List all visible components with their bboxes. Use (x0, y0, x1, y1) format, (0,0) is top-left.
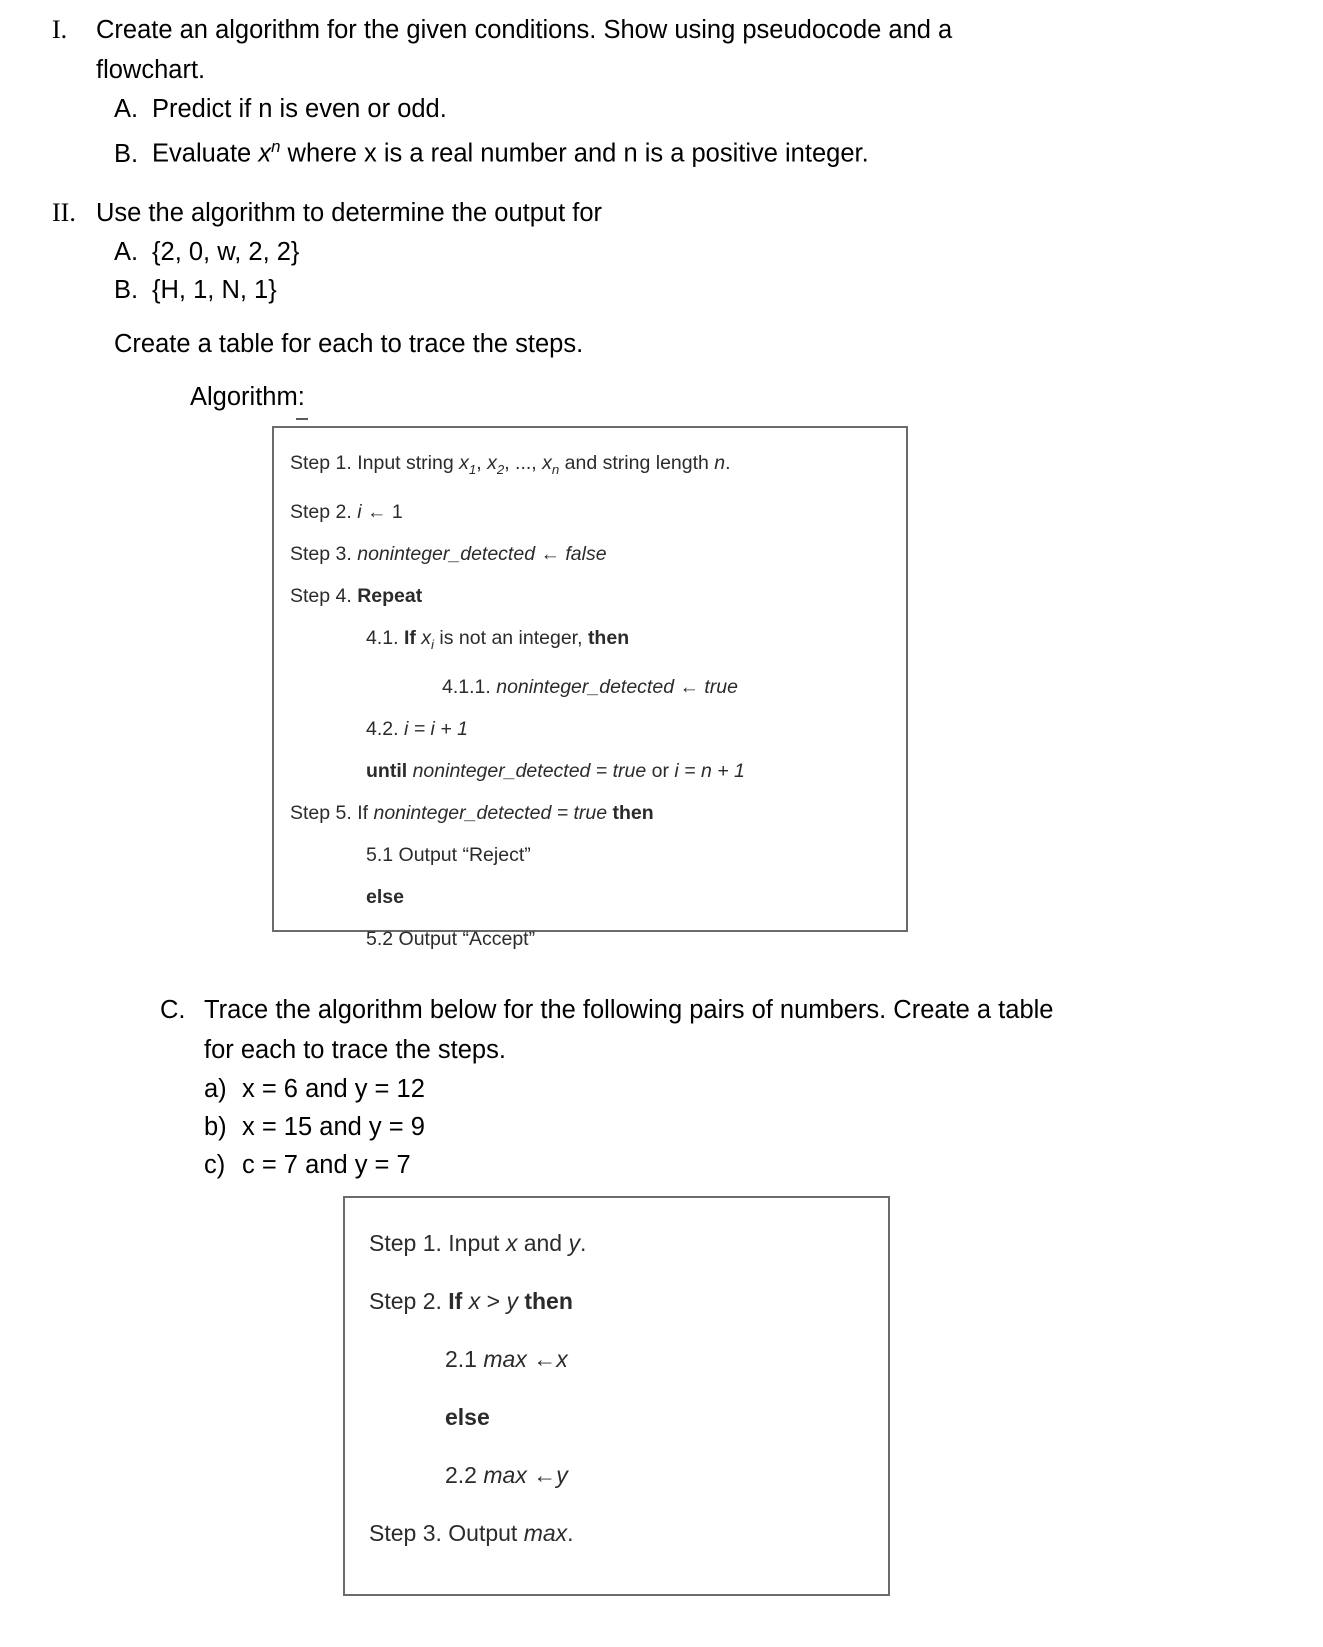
pseudocode-token: or (646, 759, 675, 782)
list-item (204, 1108, 1204, 1146)
pseudocode-token: n (551, 461, 560, 477)
sub-item-letter: B. (114, 276, 139, 304)
section-2-body (96, 193, 1126, 363)
pseudocode-token: noninteger_detected (496, 675, 675, 698)
pseudocode-token: i = n + 1 (674, 759, 745, 782)
spacer (96, 309, 1126, 325)
pseudocode-token: Step 3. (290, 542, 358, 565)
question-section-2 (0, 193, 1230, 363)
sub-item-letter: a) (204, 1075, 227, 1103)
pseudocode-line (290, 533, 906, 575)
pseudocode-token: , ..., (504, 452, 543, 474)
pseudocode-line (290, 575, 906, 617)
pseudocode-line (369, 1504, 888, 1562)
pseudocode-token: and (517, 1230, 569, 1256)
pseudocode-token: y (568, 1230, 580, 1256)
pseudocode-token: 4.1. (366, 626, 404, 649)
list-item (96, 128, 1126, 173)
sub-item-letter: c) (204, 1151, 226, 1179)
section-2-sub-list (96, 233, 1126, 309)
sub-item-letter: B. (114, 139, 139, 168)
sub-item-text-pre: Evaluate (152, 139, 259, 168)
pseudocode-token: . (579, 1230, 587, 1256)
pseudocode-token: then (612, 801, 654, 824)
pseudocode-line (290, 750, 906, 792)
pseudocode-token: noninteger_detected (357, 542, 536, 565)
pseudocode-token: y (556, 1462, 568, 1488)
sub-item-text: x = 15 and y = 9 (242, 1113, 425, 1141)
pseudocode-token: y (506, 1288, 518, 1314)
section-c-lead-line-2: for each to trace the steps. (204, 1036, 506, 1064)
pseudocode-box-1 (272, 426, 908, 950)
sub-item-text: Predict if n is even or odd. (152, 95, 447, 123)
pseudocode-token: i = i + 1 (403, 717, 468, 740)
pseudocode-token: ← (526, 1462, 557, 1488)
pseudocode-line (290, 834, 906, 876)
pseudocode-line (290, 708, 906, 750)
sub-item-letter: b) (204, 1113, 227, 1141)
pseudocode-token: and string length (559, 452, 715, 474)
list-item (96, 90, 1126, 128)
section-c-sub-list (204, 1070, 1204, 1184)
pseudocode-token: noninteger_detected = true (412, 759, 647, 782)
pseudocode-token: Repeat (357, 584, 423, 607)
sub-item-text: {H, 1, N, 1} (152, 276, 277, 304)
pseudocode-token: 5.1 Output “Reject” (366, 843, 531, 866)
section-1-numeral: I. (52, 15, 68, 44)
pseudocode-token: is not an integer, (434, 626, 588, 649)
pseudocode-token: Step 3. Output (369, 1520, 524, 1546)
pseudocode-token: If (403, 626, 416, 649)
pseudocode-token: ← (526, 1346, 557, 1372)
pseudocode-token: then (587, 626, 630, 649)
pseudocode-line (290, 918, 906, 960)
pseudocode-token: i (357, 500, 362, 523)
pseudocode-token: then (524, 1288, 573, 1314)
pseudocode-token: max (483, 1346, 527, 1372)
pseudocode-token: 4.2. (366, 717, 404, 740)
section-1-lead-line-1: Create an algorithm for the given conditions. Show using pseudocode and a (96, 16, 953, 44)
pseudocode-line (290, 792, 906, 834)
pseudocode-token: x (542, 452, 552, 474)
sub-item-letter: A. (114, 95, 139, 123)
pseudocode-line (369, 1272, 888, 1330)
pseudocode-token: false (565, 542, 607, 565)
pseudocode-token: max (483, 1462, 527, 1488)
pseudocode-token: > (480, 1288, 507, 1314)
section-2-note: Create a table for each to trace the steps. (114, 330, 584, 358)
pseudocode-token: x (468, 1288, 481, 1314)
pseudocode-token: Step 2. (369, 1288, 449, 1314)
pseudocode-token: x (487, 452, 497, 474)
section-c-body (204, 990, 1204, 1184)
list-item (96, 233, 1126, 271)
pseudocode-line (369, 1214, 888, 1272)
pseudocode-token: . (567, 1520, 574, 1546)
math-exponent: n (271, 137, 281, 156)
sub-item-text: c = 7 and y = 7 (242, 1151, 411, 1179)
pseudocode-token: noninteger_detected = true (373, 801, 608, 824)
pseudocode-token: 5.2 Output “Accept” (366, 927, 536, 950)
pseudocode-line (290, 617, 906, 666)
pseudocode-token: ← (535, 542, 566, 565)
pseudocode-token: Step 1. Input (369, 1230, 506, 1256)
pseudocode-token: 2.1 (445, 1346, 484, 1372)
question-section-c (0, 990, 1230, 1184)
list-item (204, 1070, 1204, 1108)
section-2-numeral: II. (52, 198, 76, 227)
pseudocode-token: 2.2 (445, 1462, 484, 1488)
pseudocode-token: i (431, 636, 434, 652)
pseudocode-box-1-lines (290, 442, 906, 960)
pseudocode-line (290, 491, 906, 533)
pseudocode-token: ← (674, 675, 705, 698)
sub-item-text: x = 6 and y = 12 (242, 1075, 425, 1103)
pseudocode-token: If (448, 1288, 463, 1314)
pseudocode-line (369, 1388, 888, 1446)
pseudocode-token: Step 1. Input string (290, 452, 460, 474)
pseudocode-token: else (445, 1404, 490, 1430)
pseudocode-box-2-lines (369, 1214, 888, 1562)
sub-item-letter: A. (114, 238, 139, 266)
pseudocode-token: n (714, 452, 726, 474)
pseudocode-token: Step 4. (290, 584, 358, 607)
section-1-lead-line-2: flowchart. (96, 56, 206, 84)
list-item (96, 271, 1126, 309)
pseudocode-line (290, 442, 906, 491)
pseudocode-token: 2 (496, 461, 505, 477)
pseudocode-line (290, 876, 906, 918)
pseudocode-token: x (505, 1230, 518, 1256)
pseudocode-token: 4.1.1. (442, 675, 497, 698)
pseudocode-token: max (523, 1520, 568, 1546)
math-base: x (258, 139, 272, 168)
pseudocode-line (369, 1330, 888, 1388)
pseudocode-token: until (366, 759, 408, 782)
pseudocode-token: Step 2. (290, 500, 358, 523)
pseudocode-token: Step 5. If (290, 801, 374, 824)
pseudocode-token: , (476, 452, 488, 474)
pseudocode-token: true (704, 675, 738, 698)
pseudocode-token: ← (361, 500, 392, 523)
pseudocode-line (290, 666, 906, 708)
sub-item-text (152, 128, 1126, 173)
pseudocode-token: 1 (391, 500, 403, 523)
pseudocode-token: 1 (468, 461, 477, 477)
section-c-lead-line-1: Trace the algorithm below for the following pairs of numbers. Create a table (204, 996, 1054, 1024)
pseudocode-token: x (459, 452, 469, 474)
sub-item-text: {2, 0, w, 2, 2} (152, 238, 300, 266)
section-2-lead-line-1: Use the algorithm to determine the output for (96, 199, 603, 227)
algorithm-label: Algorithm: (190, 383, 305, 411)
stray-tick-mark (296, 418, 308, 420)
sub-item-text-post: where x is a real number and n is a positive integer. (280, 139, 869, 168)
pseudocode-token: else (366, 885, 404, 908)
section-1-sub-list (96, 90, 1126, 173)
section-c-letter: C. (160, 996, 186, 1024)
question-section-1 (0, 10, 1230, 173)
pseudocode-token: x (556, 1346, 568, 1372)
pseudocode-token: . (725, 452, 731, 474)
pseudocode-box-2 (343, 1196, 890, 1596)
list-item (204, 1146, 1204, 1184)
section-1-body (96, 10, 1126, 173)
pseudocode-line (369, 1446, 888, 1504)
pseudocode-token: x (421, 626, 432, 649)
